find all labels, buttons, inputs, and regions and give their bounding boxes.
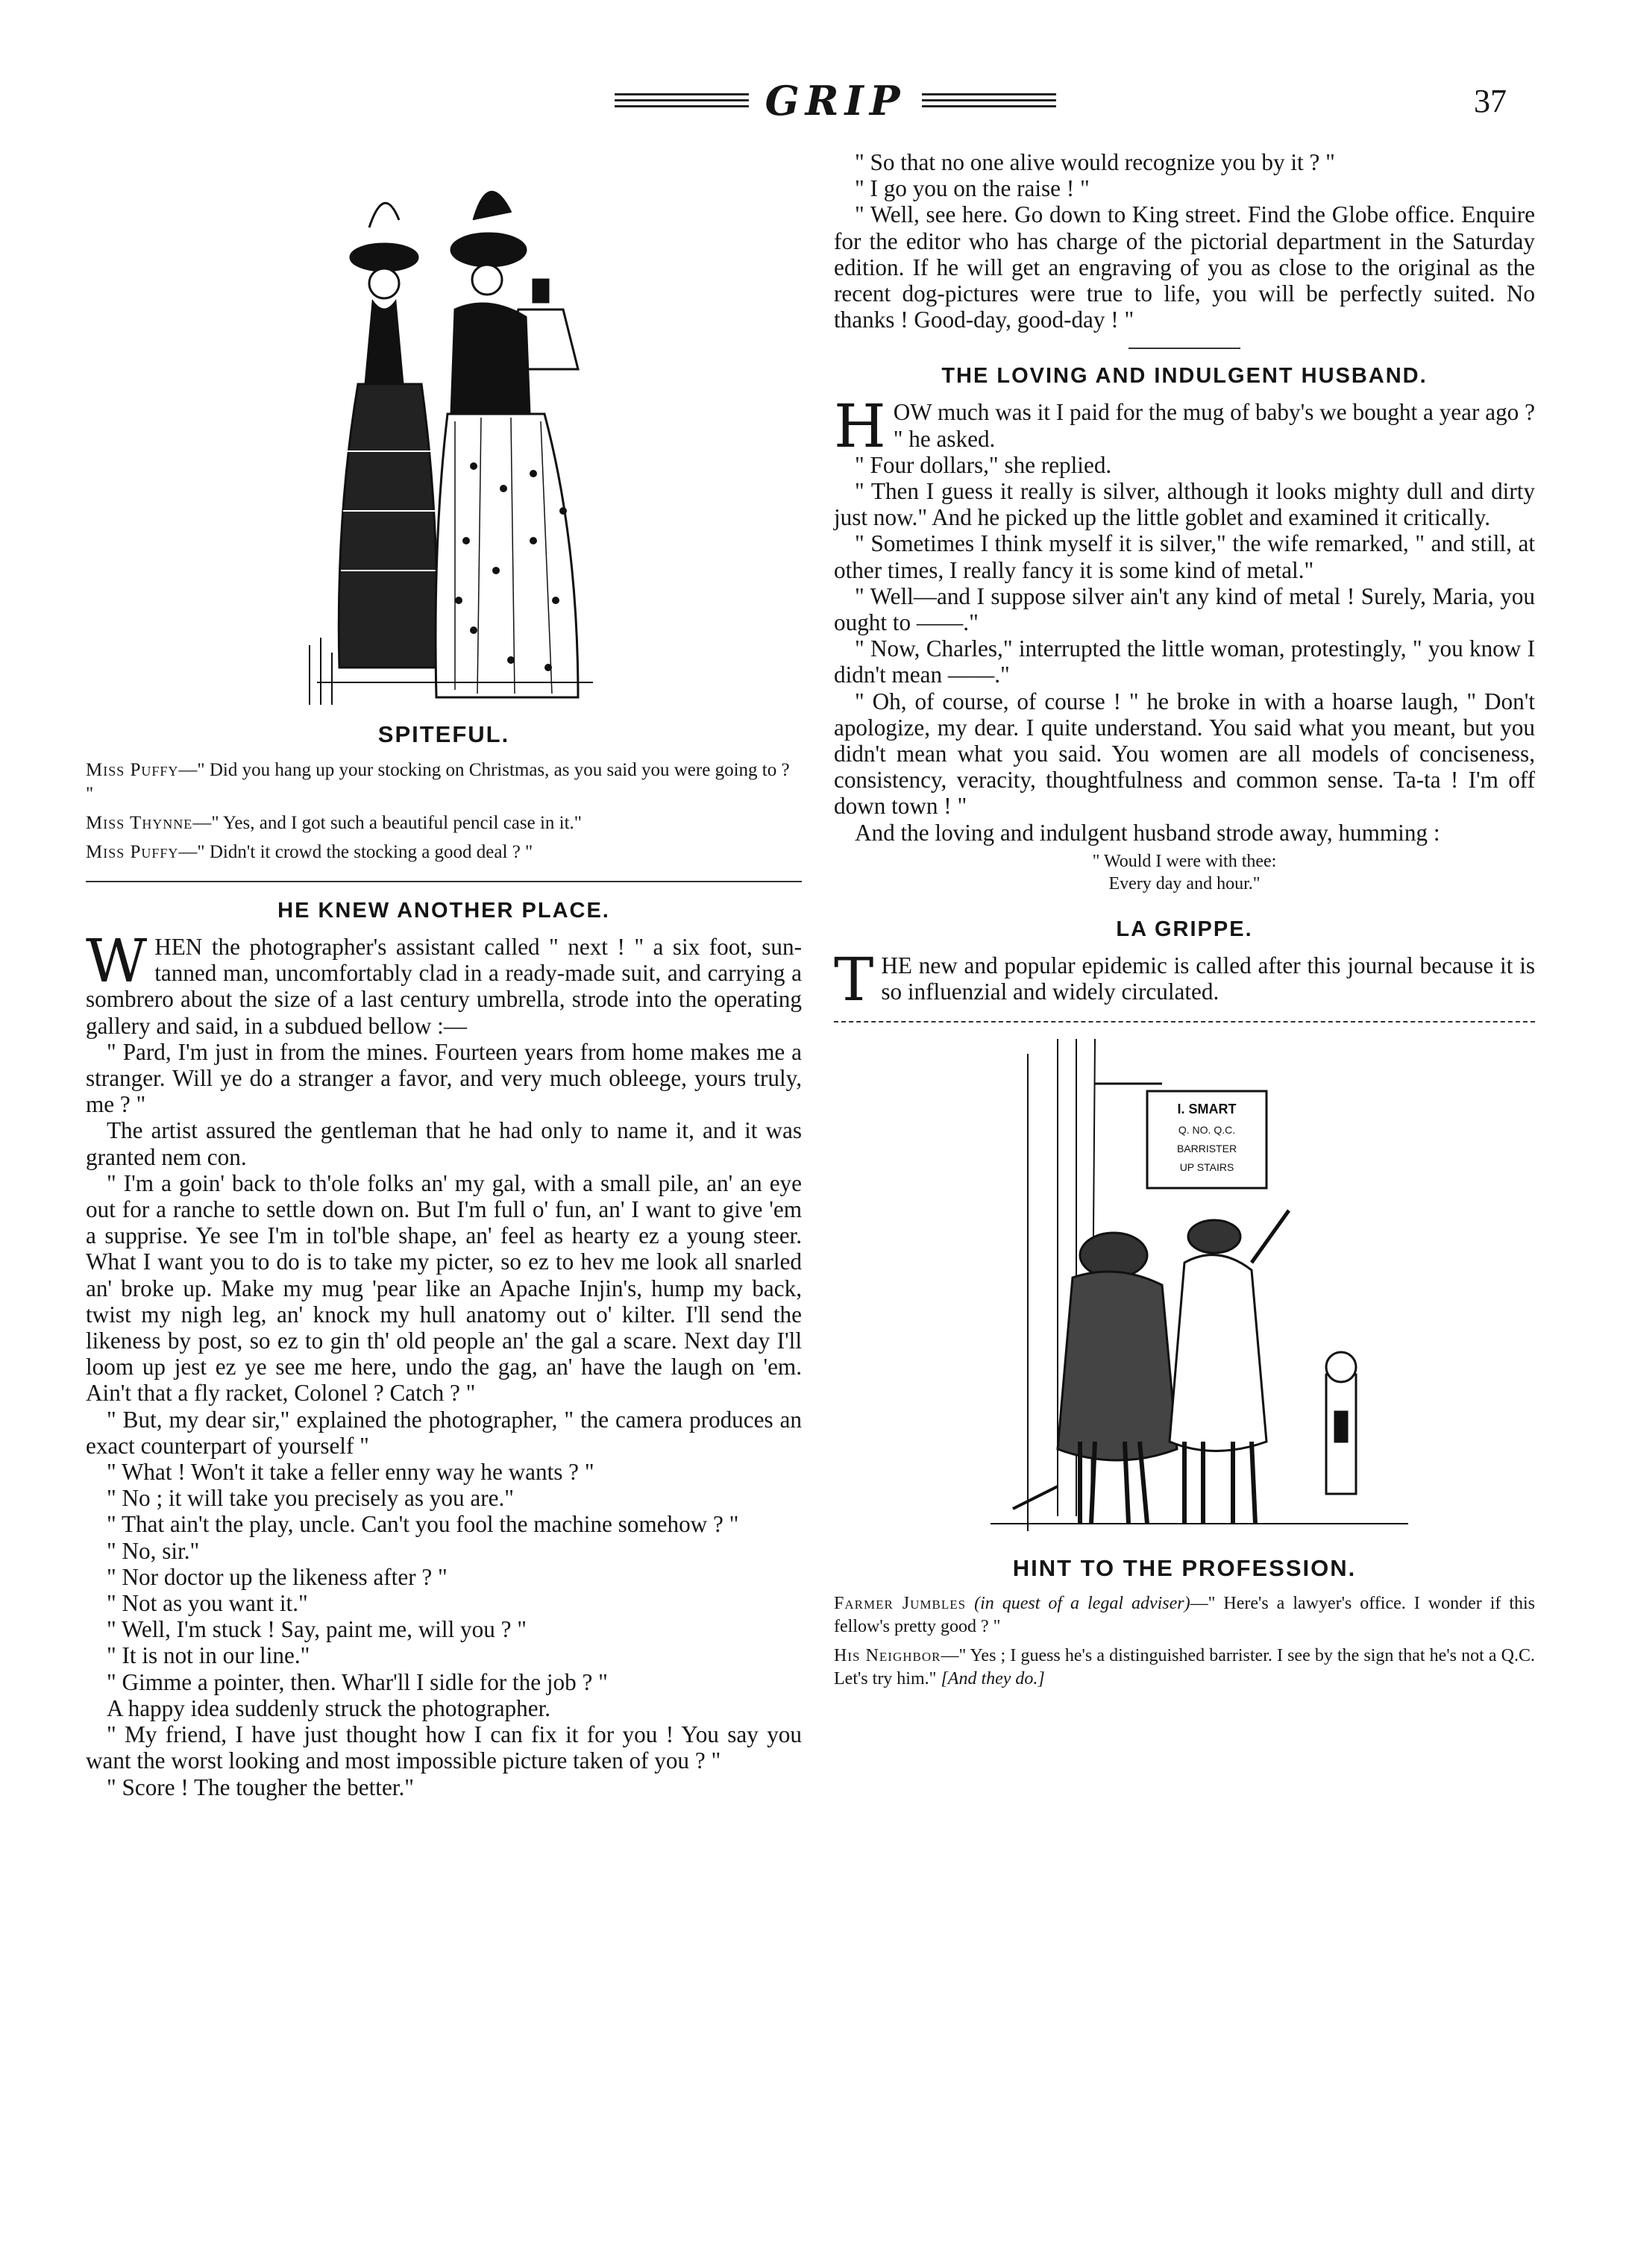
masthead-left-ornament (615, 90, 749, 111)
section-divider (834, 1021, 1535, 1023)
grippe-title: LA GRIPPE. (1116, 917, 1253, 941)
another-place-paragraph: " Not as you want it." (107, 1590, 308, 1617)
section-divider (86, 881, 802, 882)
another-place-paragraph: " What ! Won't it take a feller enny way he wants ? " (107, 1459, 594, 1486)
another-place-continued: " So that no one alive would recognize you by it ? " (855, 149, 1335, 175)
spiteful-line-2 (86, 811, 802, 835)
husband-title: THE LOVING AND INDULGENT HUSBAND. (941, 364, 1428, 389)
speaker-text: —" Yes ; I guess he's a distinguished barrister. I see by the sign that he's not a Q.C. Let's try him." (834, 1646, 1536, 1689)
sign-text: I. SMART (1177, 1102, 1237, 1117)
speaker-name: Farmer Jumbles (834, 1594, 967, 1614)
another-place-paragraph: " Gimme a pointer, then. Whar'll I sidle for the job ? " (107, 1668, 608, 1695)
masthead-title: GRIP (765, 77, 906, 125)
another-place-continued: " Well, see here. Go down to King street. Find the Globe office. Enquire for the editor who has charge of the pictorial department in the Saturday edition. If he will get an engraving of you as close to the original as the recent dog-pictures were true to life, you will be perfectly suited. No thanks ! Good-day, good-day ! " (834, 201, 1535, 333)
drop-cap: H (834, 392, 886, 462)
speaker-aside: (in quest of a legal adviser) (974, 1594, 1190, 1614)
right-column (834, 149, 1535, 2260)
verse-line: Every day and hour." (1108, 873, 1261, 893)
husband-paragraph (834, 392, 1535, 462)
husband-paragraph: " Then I guess it really is silver, although it looks mighty dull and dirty just now." And he picked up the little goblet and examined it critically. (834, 478, 1535, 531)
paragraph-text: HE new and popular epidemic is called after this journal because it is so influenzial and widely circulated. (881, 952, 1535, 1005)
another-place-paragraph: " Nor doctor up the likeness after ? " (107, 1563, 448, 1590)
speaker-text: —" Didn't it crowd the stocking a good deal ? " (178, 842, 533, 862)
speaker-text: —" Here's a lawyer's office. I wonder if this fellow's pretty good ? " (834, 1594, 1536, 1637)
husband-paragraph: " Oh, of course, of course ! " he broke in with a hoarse laugh, " Don't apologize, my dear. I quite understand. You said what you meant, but you didn't mean what you said. You women are all models of conciseness, consistency, veracity, thoughtfulness and common sense. Ta-ta ! I'm off down town ! " (834, 688, 1535, 820)
another-place-paragraph: " But, my dear sir," explained the photographer, " the camera produces an exact counterpart of yourself " (86, 1406, 802, 1459)
masthead (567, 67, 1104, 134)
husband-paragraph: " Well—and I suppose silver ain't any kind of metal ! Surely, Maria, you ought to ——." (834, 582, 1535, 636)
hint-line-1 (834, 1592, 1535, 1639)
speaker-text: —" Did you hang up your stocking on Christmas, as you said you were going to ? " (86, 760, 790, 804)
page-number: 37 (1474, 83, 1507, 119)
hint-line-2 (834, 1645, 1535, 1691)
speaker-name: Miss Thynne (86, 813, 193, 833)
paragraph-text: OW much was it I paid for the mug of baby's we bought a year ago ? " he asked. (893, 399, 1535, 452)
hint-title: HINT TO THE PROFESSION. (1012, 1555, 1357, 1582)
speaker-name: Miss Puffy (86, 842, 179, 862)
verse-line: " Would I were with thee: (1092, 851, 1277, 871)
another-place-paragraph: A happy idea suddenly struck the photographer. (107, 1694, 551, 1721)
grippe-paragraph (834, 944, 1535, 1014)
another-place-paragraph: " Pard, I'm just in from the mines. Fourteen years from home makes me a stranger. Will ye do a stranger a favor, and very much obleege, yours truly, me ? " (86, 1038, 802, 1118)
speaker-name: Miss Puffy (86, 760, 179, 780)
paragraph-text: HEN the photographer's assistant called " next ! " a six foot, sun-tanned man, uncomfortably clad in a ready-made suit, and carrying a sombrero about the size of a last century umbrella, strode into the operating gallery and said, in a subdued bellow :— (86, 934, 802, 1039)
another-place-paragraph: " No, sir." (107, 1537, 200, 1564)
another-place-title: HE KNEW ANOTHER PLACE. (277, 899, 610, 923)
speaker-text: —" Yes, and I got such a beautiful pencil case in it." (192, 813, 583, 833)
drop-cap: W (86, 926, 148, 996)
another-place-paragraph: " No ; it will take you precisely as you are." (107, 1485, 514, 1512)
another-place-continued: " I go you on the raise ! " (855, 175, 1090, 202)
spiteful-line-1 (86, 758, 802, 806)
husband-paragraph: " Four dollars," she replied. (855, 451, 1112, 478)
another-place-paragraph: " My friend, I have just thought how I can fix it for you ! You say you want the worst looking and most impossible picture taken of you ? " (86, 1721, 802, 1774)
sign-text: BARRISTER (1176, 1143, 1237, 1155)
speaker-name: His Neighbor (834, 1646, 941, 1666)
another-place-paragraph: " Well, I'm stuck ! Say, paint me, will you ? " (107, 1616, 527, 1643)
short-divider (1129, 348, 1240, 349)
another-place-paragraph: " I'm a goin' back to th'ole folks an' my gal, with a small pile, an' an eye out for a ranche to settle down on. But I'm full o' fun, an' I want to give 'em a supprise. Ye see I'm in tol'ble shape, an' feel as hearty ez a young steer. What I want you to do is to take my picter, so ez to hev me look all snarled an' broke up. Make my mug 'pear like an Apache Injin's, hump my back, twist my nigh leg, an' knock my hull anatomy out o' kilter. I'll send the likeness by post, so ez to gin th' old people an' the gal a scare. Next day I'll loom up jest ez ye see me here, undo the gag, an' have the laugh on 'em. Ain't that a fly racket, Colonel ? Catch ? " (86, 1169, 802, 1407)
husband-paragraph: And the loving and indulgent husband strode away, humming : (855, 819, 1440, 846)
husband-verse (834, 850, 1535, 895)
another-place-paragraph: The artist assured the gentleman that he had only to name it, and it was granted nem con. (86, 1117, 802, 1170)
speaker-aside: [And they do.] (941, 1669, 1045, 1689)
sign-text: UP STAIRS (1179, 1161, 1234, 1174)
another-place-paragraph: " That ain't the play, uncle. Can't you fool the machine somehow ? " (107, 1511, 739, 1538)
sign-text: Q. NO. Q.C. (1178, 1124, 1236, 1137)
spiteful-illustration (287, 153, 600, 712)
spiteful-line-3 (86, 841, 802, 864)
left-column (86, 153, 802, 2256)
another-place-paragraph: " It is not in our line." (107, 1642, 310, 1669)
spiteful-title: SPITEFUL. (377, 721, 510, 747)
drop-cap: T (834, 944, 874, 1014)
another-place-paragraph (86, 926, 802, 1039)
another-place-paragraph: " Score ! The tougher the better." (107, 1774, 414, 1800)
husband-paragraph: " Sometimes I think myself it is silver," the wife remarked, " and still, at other times, I really fancy it is some kind of metal." (834, 530, 1535, 583)
hint-illustration (946, 1039, 1423, 1546)
masthead-right-ornament (922, 90, 1056, 111)
husband-paragraph: " Now, Charles," interrupted the little woman, protestingly, " you know I didn't mean ——." (834, 635, 1535, 688)
